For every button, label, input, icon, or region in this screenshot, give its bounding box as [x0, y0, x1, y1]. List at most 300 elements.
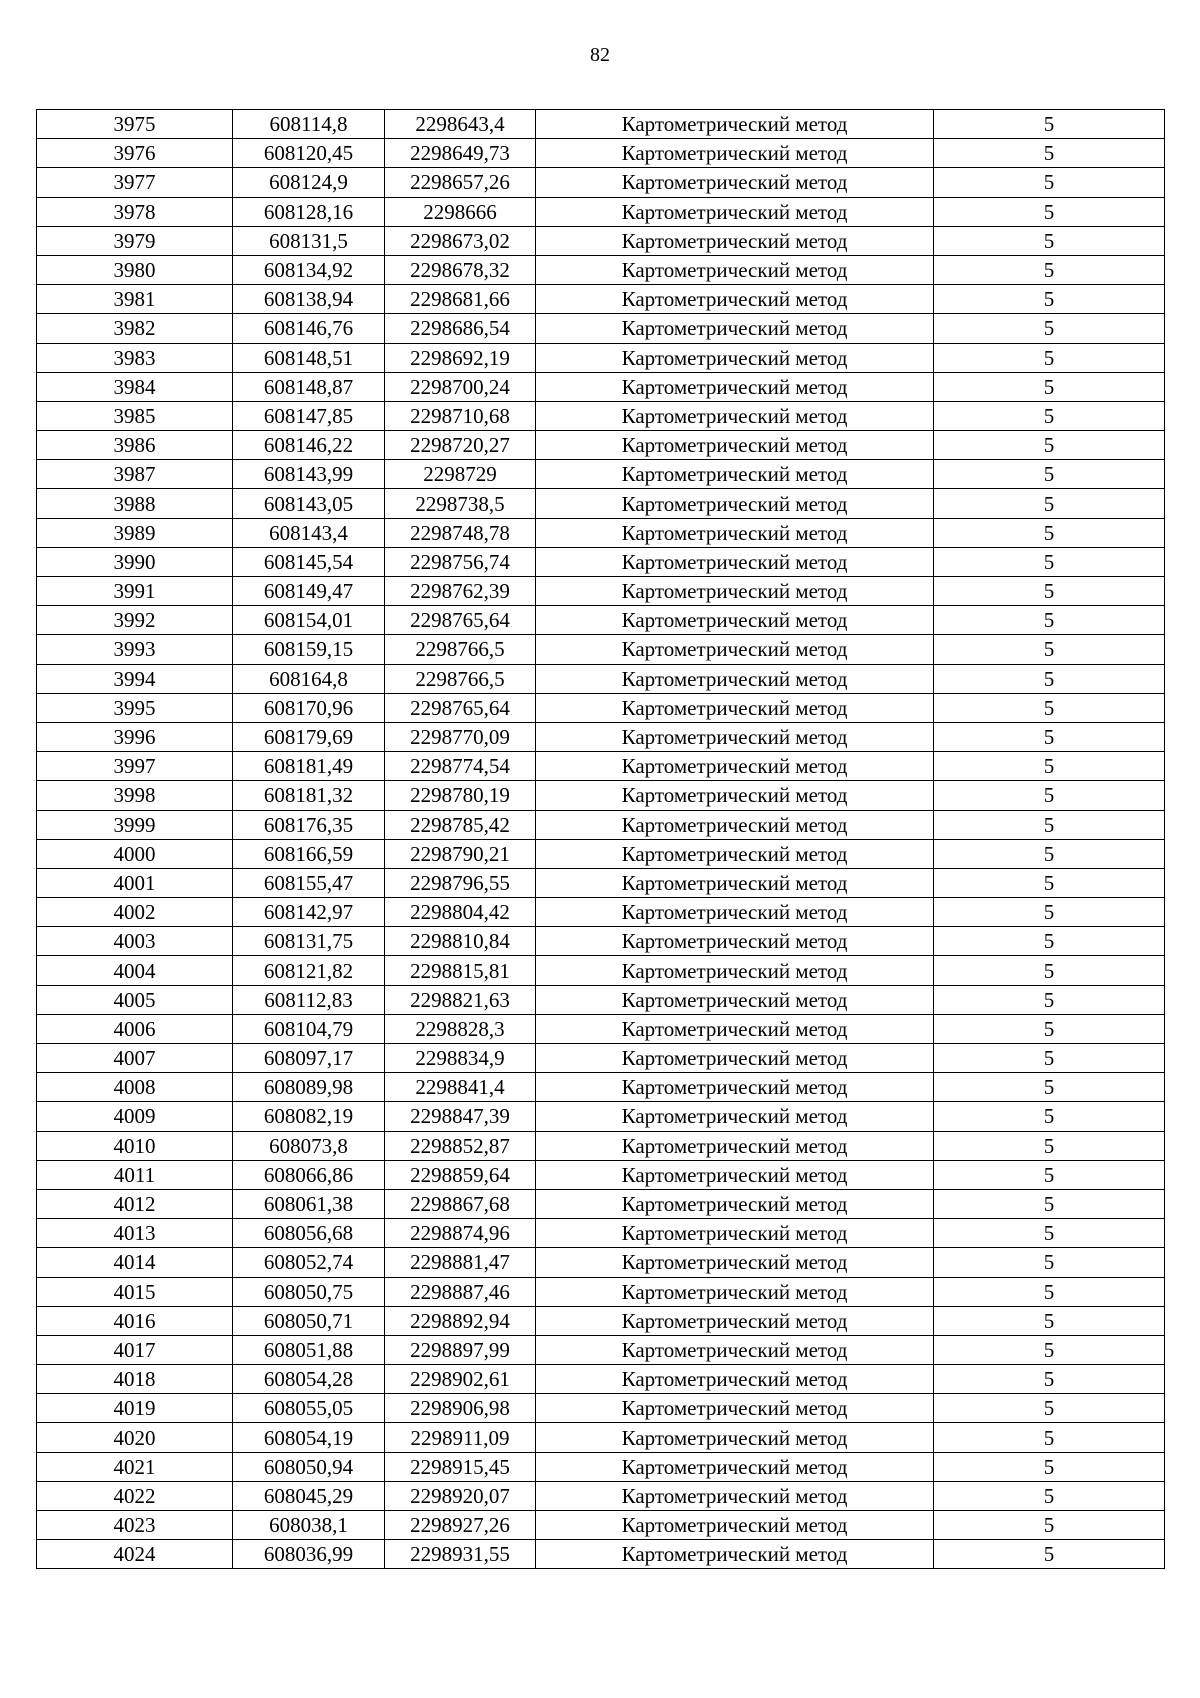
accuracy-cell: 5: [934, 577, 1165, 606]
table-row: [37, 1189, 1165, 1218]
accuracy-cell: 5: [934, 664, 1165, 693]
x-coordinate-cell: 608131,5: [233, 226, 385, 255]
point-number-cell: 3984: [37, 372, 233, 401]
y-coordinate-cell: 2298887,46: [385, 1277, 536, 1306]
y-coordinate-cell: 2298766,5: [385, 635, 536, 664]
table-row: [37, 226, 1165, 255]
point-number-cell: 3986: [37, 431, 233, 460]
x-coordinate-cell: 608050,94: [233, 1452, 385, 1481]
y-coordinate-cell: 2298906,98: [385, 1394, 536, 1423]
method-cell: Картометрический метод: [536, 460, 934, 489]
table-row: [37, 985, 1165, 1014]
point-number-cell: 4019: [37, 1394, 233, 1423]
x-coordinate-cell: 608145,54: [233, 547, 385, 576]
method-cell: Картометрический метод: [536, 1277, 934, 1306]
point-number-cell: 4004: [37, 956, 233, 985]
point-number-cell: 3985: [37, 401, 233, 430]
point-number-cell: 4002: [37, 898, 233, 927]
table-row: [37, 693, 1165, 722]
accuracy-cell: 5: [934, 489, 1165, 518]
y-coordinate-cell: 2298692,19: [385, 343, 536, 372]
accuracy-cell: 5: [934, 460, 1165, 489]
x-coordinate-cell: 608120,45: [233, 139, 385, 168]
x-coordinate-cell: 608045,29: [233, 1481, 385, 1510]
point-number-cell: 3994: [37, 664, 233, 693]
accuracy-cell: 5: [934, 1394, 1165, 1423]
page-number: 82: [590, 44, 610, 66]
table-row: [37, 1044, 1165, 1073]
x-coordinate-cell: 608089,98: [233, 1073, 385, 1102]
y-coordinate-cell: 2298780,19: [385, 781, 536, 810]
method-cell: Картометрический метод: [536, 1394, 934, 1423]
method-cell: Картометрический метод: [536, 1189, 934, 1218]
point-number-cell: 4003: [37, 927, 233, 956]
table-row: [37, 839, 1165, 868]
y-coordinate-cell: 2298765,64: [385, 693, 536, 722]
y-coordinate-cell: 2298841,4: [385, 1073, 536, 1102]
accuracy-cell: 5: [934, 1131, 1165, 1160]
x-coordinate-cell: 608066,86: [233, 1160, 385, 1189]
point-number-cell: 3991: [37, 577, 233, 606]
x-coordinate-cell: 608155,47: [233, 868, 385, 897]
x-coordinate-cell: 608159,15: [233, 635, 385, 664]
table-row: [37, 1394, 1165, 1423]
y-coordinate-cell: 2298915,45: [385, 1452, 536, 1481]
accuracy-cell: 5: [934, 226, 1165, 255]
x-coordinate-cell: 608124,9: [233, 168, 385, 197]
point-number-cell: 4024: [37, 1540, 233, 1569]
coordinates-table: [36, 109, 1165, 1569]
accuracy-cell: 5: [934, 927, 1165, 956]
point-number-cell: 4015: [37, 1277, 233, 1306]
y-coordinate-cell: 2298756,74: [385, 547, 536, 576]
x-coordinate-cell: 608181,49: [233, 752, 385, 781]
accuracy-cell: 5: [934, 898, 1165, 927]
y-coordinate-cell: 2298796,55: [385, 868, 536, 897]
accuracy-cell: 5: [934, 1248, 1165, 1277]
y-coordinate-cell: 2298815,81: [385, 956, 536, 985]
accuracy-cell: 5: [934, 722, 1165, 751]
method-cell: Картометрический метод: [536, 1540, 934, 1569]
table-row: [37, 1306, 1165, 1335]
table-row: [37, 314, 1165, 343]
table-row: [37, 518, 1165, 547]
y-coordinate-cell: 2298720,27: [385, 431, 536, 460]
table-row: [37, 197, 1165, 226]
method-cell: Картометрический метод: [536, 285, 934, 314]
method-cell: Картометрический метод: [536, 168, 934, 197]
y-coordinate-cell: 2298681,66: [385, 285, 536, 314]
point-number-cell: 3983: [37, 343, 233, 372]
method-cell: Картометрический метод: [536, 1481, 934, 1510]
point-number-cell: 3982: [37, 314, 233, 343]
method-cell: Картометрический метод: [536, 110, 934, 139]
x-coordinate-cell: 608128,16: [233, 197, 385, 226]
point-number-cell: 3977: [37, 168, 233, 197]
method-cell: Картометрический метод: [536, 606, 934, 635]
x-coordinate-cell: 608170,96: [233, 693, 385, 722]
method-cell: Картометрический метод: [536, 431, 934, 460]
y-coordinate-cell: 2298892,94: [385, 1306, 536, 1335]
method-cell: Картометрический метод: [536, 693, 934, 722]
accuracy-cell: 5: [934, 518, 1165, 547]
accuracy-cell: 5: [934, 1277, 1165, 1306]
accuracy-cell: 5: [934, 431, 1165, 460]
point-number-cell: 4006: [37, 1014, 233, 1043]
method-cell: Картометрический метод: [536, 343, 934, 372]
point-number-cell: 4007: [37, 1044, 233, 1073]
y-coordinate-cell: 2298897,99: [385, 1335, 536, 1364]
accuracy-cell: 5: [934, 168, 1165, 197]
x-coordinate-cell: 608143,05: [233, 489, 385, 518]
table-row: [37, 635, 1165, 664]
method-cell: Картометрический метод: [536, 489, 934, 518]
method-cell: Картометрический метод: [536, 810, 934, 839]
accuracy-cell: 5: [934, 839, 1165, 868]
table-row: [37, 1481, 1165, 1510]
table-row: [37, 1540, 1165, 1569]
accuracy-cell: 5: [934, 1044, 1165, 1073]
x-coordinate-cell: 608142,97: [233, 898, 385, 927]
method-cell: Картометрический метод: [536, 1131, 934, 1160]
point-number-cell: 3990: [37, 547, 233, 576]
y-coordinate-cell: 2298931,55: [385, 1540, 536, 1569]
point-number-cell: 3988: [37, 489, 233, 518]
point-number-cell: 4023: [37, 1511, 233, 1540]
y-coordinate-cell: 2298874,96: [385, 1219, 536, 1248]
accuracy-cell: 5: [934, 197, 1165, 226]
x-coordinate-cell: 608143,99: [233, 460, 385, 489]
accuracy-cell: 5: [934, 1481, 1165, 1510]
x-coordinate-cell: 608134,92: [233, 255, 385, 284]
accuracy-cell: 5: [934, 693, 1165, 722]
point-number-cell: 4022: [37, 1481, 233, 1510]
y-coordinate-cell: 2298686,54: [385, 314, 536, 343]
method-cell: Картометрический метод: [536, 1511, 934, 1540]
point-number-cell: 3995: [37, 693, 233, 722]
point-number-cell: 4016: [37, 1306, 233, 1335]
x-coordinate-cell: 608073,8: [233, 1131, 385, 1160]
x-coordinate-cell: 608143,4: [233, 518, 385, 547]
accuracy-cell: 5: [934, 1189, 1165, 1218]
y-coordinate-cell: 2298774,54: [385, 752, 536, 781]
y-coordinate-cell: 2298810,84: [385, 927, 536, 956]
method-cell: Картометрический метод: [536, 635, 934, 664]
table-row: [37, 343, 1165, 372]
table-row: [37, 1511, 1165, 1540]
method-cell: Картометрический метод: [536, 401, 934, 430]
table-row: [37, 168, 1165, 197]
y-coordinate-cell: 2298867,68: [385, 1189, 536, 1218]
x-coordinate-cell: 608114,8: [233, 110, 385, 139]
y-coordinate-cell: 2298790,21: [385, 839, 536, 868]
point-number-cell: 3989: [37, 518, 233, 547]
x-coordinate-cell: 608146,22: [233, 431, 385, 460]
method-cell: Картометрический метод: [536, 372, 934, 401]
method-cell: Картометрический метод: [536, 1219, 934, 1248]
point-number-cell: 3980: [37, 255, 233, 284]
y-coordinate-cell: 2298785,42: [385, 810, 536, 839]
method-cell: Картометрический метод: [536, 226, 934, 255]
method-cell: Картометрический метод: [536, 255, 934, 284]
y-coordinate-cell: 2298649,73: [385, 139, 536, 168]
point-number-cell: 3992: [37, 606, 233, 635]
point-number-cell: 4010: [37, 1131, 233, 1160]
accuracy-cell: 5: [934, 810, 1165, 839]
point-number-cell: 3978: [37, 197, 233, 226]
y-coordinate-cell: 2298666: [385, 197, 536, 226]
accuracy-cell: 5: [934, 372, 1165, 401]
accuracy-cell: 5: [934, 1014, 1165, 1043]
method-cell: Картометрический метод: [536, 547, 934, 576]
point-number-cell: 4014: [37, 1248, 233, 1277]
table-row: [37, 781, 1165, 810]
table-row: [37, 1102, 1165, 1131]
accuracy-cell: 5: [934, 139, 1165, 168]
x-coordinate-cell: 608131,75: [233, 927, 385, 956]
method-cell: Картометрический метод: [536, 722, 934, 751]
accuracy-cell: 5: [934, 635, 1165, 664]
y-coordinate-cell: 2298834,9: [385, 1044, 536, 1073]
accuracy-cell: 5: [934, 1160, 1165, 1189]
method-cell: Картометрический метод: [536, 664, 934, 693]
method-cell: Картометрический метод: [536, 1160, 934, 1189]
table-row: [37, 1073, 1165, 1102]
accuracy-cell: 5: [934, 1540, 1165, 1569]
method-cell: Картометрический метод: [536, 1014, 934, 1043]
accuracy-cell: 5: [934, 1102, 1165, 1131]
table-row: [37, 1277, 1165, 1306]
method-cell: Картометрический метод: [536, 314, 934, 343]
accuracy-cell: 5: [934, 606, 1165, 635]
method-cell: Картометрический метод: [536, 752, 934, 781]
y-coordinate-cell: 2298700,24: [385, 372, 536, 401]
point-number-cell: 3987: [37, 460, 233, 489]
x-coordinate-cell: 608052,74: [233, 1248, 385, 1277]
accuracy-cell: 5: [934, 752, 1165, 781]
y-coordinate-cell: 2298770,09: [385, 722, 536, 751]
y-coordinate-cell: 2298927,26: [385, 1511, 536, 1540]
x-coordinate-cell: 608179,69: [233, 722, 385, 751]
x-coordinate-cell: 608054,19: [233, 1423, 385, 1452]
method-cell: Картометрический метод: [536, 1306, 934, 1335]
x-coordinate-cell: 608121,82: [233, 956, 385, 985]
y-coordinate-cell: 2298766,5: [385, 664, 536, 693]
point-number-cell: 3996: [37, 722, 233, 751]
y-coordinate-cell: 2298762,39: [385, 577, 536, 606]
x-coordinate-cell: 608149,47: [233, 577, 385, 606]
table-row: [37, 577, 1165, 606]
y-coordinate-cell: 2298920,07: [385, 1481, 536, 1510]
table-row: [37, 898, 1165, 927]
method-cell: Картометрический метод: [536, 1452, 934, 1481]
point-number-cell: 4000: [37, 839, 233, 868]
table-row: [37, 664, 1165, 693]
table-row: [37, 1219, 1165, 1248]
method-cell: Картометрический метод: [536, 956, 934, 985]
table-row: [37, 1160, 1165, 1189]
x-coordinate-cell: 608138,94: [233, 285, 385, 314]
x-coordinate-cell: 608050,75: [233, 1277, 385, 1306]
y-coordinate-cell: 2298710,68: [385, 401, 536, 430]
accuracy-cell: 5: [934, 781, 1165, 810]
x-coordinate-cell: 608148,87: [233, 372, 385, 401]
table-row: [37, 1423, 1165, 1452]
accuracy-cell: 5: [934, 285, 1165, 314]
table-row: [37, 752, 1165, 781]
point-number-cell: 4018: [37, 1365, 233, 1394]
y-coordinate-cell: 2298673,02: [385, 226, 536, 255]
point-number-cell: 4017: [37, 1335, 233, 1364]
y-coordinate-cell: 2298881,47: [385, 1248, 536, 1277]
method-cell: Картометрический метод: [536, 1335, 934, 1364]
accuracy-cell: 5: [934, 255, 1165, 284]
point-number-cell: 3975: [37, 110, 233, 139]
table-row: [37, 1452, 1165, 1481]
point-number-cell: 4020: [37, 1423, 233, 1452]
table-row: [37, 489, 1165, 518]
table-row: [37, 110, 1165, 139]
method-cell: Картометрический метод: [536, 781, 934, 810]
accuracy-cell: 5: [934, 401, 1165, 430]
y-coordinate-cell: 2298852,87: [385, 1131, 536, 1160]
point-number-cell: 4021: [37, 1452, 233, 1481]
accuracy-cell: 5: [934, 985, 1165, 1014]
table-row: [37, 956, 1165, 985]
point-number-cell: 3993: [37, 635, 233, 664]
point-number-cell: 3976: [37, 139, 233, 168]
x-coordinate-cell: 608082,19: [233, 1102, 385, 1131]
x-coordinate-cell: 608050,71: [233, 1306, 385, 1335]
method-cell: Картометрический метод: [536, 577, 934, 606]
x-coordinate-cell: 608176,35: [233, 810, 385, 839]
table-row: [37, 606, 1165, 635]
y-coordinate-cell: 2298902,61: [385, 1365, 536, 1394]
table-row: [37, 139, 1165, 168]
table-row: [37, 285, 1165, 314]
table-row: [37, 868, 1165, 897]
y-coordinate-cell: 2298821,63: [385, 985, 536, 1014]
table-row: [37, 1248, 1165, 1277]
x-coordinate-cell: 608036,99: [233, 1540, 385, 1569]
x-coordinate-cell: 608147,85: [233, 401, 385, 430]
accuracy-cell: 5: [934, 343, 1165, 372]
y-coordinate-cell: 2298911,09: [385, 1423, 536, 1452]
x-coordinate-cell: 608148,51: [233, 343, 385, 372]
table-row: [37, 1335, 1165, 1364]
point-number-cell: 3997: [37, 752, 233, 781]
accuracy-cell: 5: [934, 1423, 1165, 1452]
point-number-cell: 4011: [37, 1160, 233, 1189]
y-coordinate-cell: 2298847,39: [385, 1102, 536, 1131]
method-cell: Картометрический метод: [536, 1102, 934, 1131]
accuracy-cell: 5: [934, 1335, 1165, 1364]
method-cell: Картометрический метод: [536, 1044, 934, 1073]
point-number-cell: 4008: [37, 1073, 233, 1102]
y-coordinate-cell: 2298643,4: [385, 110, 536, 139]
method-cell: Картометрический метод: [536, 985, 934, 1014]
method-cell: Картометрический метод: [536, 1073, 934, 1102]
table-row: [37, 722, 1165, 751]
method-cell: Картометрический метод: [536, 839, 934, 868]
table-row: [37, 255, 1165, 284]
accuracy-cell: 5: [934, 110, 1165, 139]
accuracy-cell: 5: [934, 314, 1165, 343]
y-coordinate-cell: 2298738,5: [385, 489, 536, 518]
x-coordinate-cell: 608051,88: [233, 1335, 385, 1364]
table-row: [37, 1014, 1165, 1043]
method-cell: Картометрический метод: [536, 197, 934, 226]
method-cell: Картометрический метод: [536, 927, 934, 956]
point-number-cell: 4001: [37, 868, 233, 897]
y-coordinate-cell: 2298748,78: [385, 518, 536, 547]
x-coordinate-cell: 608038,1: [233, 1511, 385, 1540]
x-coordinate-cell: 608112,83: [233, 985, 385, 1014]
x-coordinate-cell: 608054,28: [233, 1365, 385, 1394]
table-row: [37, 927, 1165, 956]
x-coordinate-cell: 608164,8: [233, 664, 385, 693]
table-row: [37, 401, 1165, 430]
method-cell: Картометрический метод: [536, 1248, 934, 1277]
y-coordinate-cell: 2298804,42: [385, 898, 536, 927]
x-coordinate-cell: 608056,68: [233, 1219, 385, 1248]
method-cell: Картометрический метод: [536, 868, 934, 897]
x-coordinate-cell: 608181,32: [233, 781, 385, 810]
table-row: [37, 372, 1165, 401]
y-coordinate-cell: 2298678,32: [385, 255, 536, 284]
point-number-cell: 4005: [37, 985, 233, 1014]
y-coordinate-cell: 2298859,64: [385, 1160, 536, 1189]
y-coordinate-cell: 2298828,3: [385, 1014, 536, 1043]
x-coordinate-cell: 608166,59: [233, 839, 385, 868]
accuracy-cell: 5: [934, 956, 1165, 985]
x-coordinate-cell: 608097,17: [233, 1044, 385, 1073]
coordinates-table-body: [37, 110, 1165, 1569]
x-coordinate-cell: 608061,38: [233, 1189, 385, 1218]
method-cell: Картометрический метод: [536, 1365, 934, 1394]
x-coordinate-cell: 608154,01: [233, 606, 385, 635]
point-number-cell: 3998: [37, 781, 233, 810]
accuracy-cell: 5: [934, 1073, 1165, 1102]
table-row: [37, 547, 1165, 576]
table-row: [37, 1131, 1165, 1160]
table-row: [37, 460, 1165, 489]
method-cell: Картометрический метод: [536, 518, 934, 547]
x-coordinate-cell: 608055,05: [233, 1394, 385, 1423]
point-number-cell: 4012: [37, 1189, 233, 1218]
table-row: [37, 810, 1165, 839]
y-coordinate-cell: 2298765,64: [385, 606, 536, 635]
accuracy-cell: 5: [934, 547, 1165, 576]
accuracy-cell: 5: [934, 1511, 1165, 1540]
accuracy-cell: 5: [934, 1452, 1165, 1481]
point-number-cell: 3979: [37, 226, 233, 255]
accuracy-cell: 5: [934, 1365, 1165, 1394]
y-coordinate-cell: 2298729: [385, 460, 536, 489]
method-cell: Картометрический метод: [536, 1423, 934, 1452]
x-coordinate-cell: 608146,76: [233, 314, 385, 343]
point-number-cell: 4009: [37, 1102, 233, 1131]
method-cell: Картометрический метод: [536, 898, 934, 927]
point-number-cell: 3999: [37, 810, 233, 839]
accuracy-cell: 5: [934, 1306, 1165, 1335]
table-row: [37, 1365, 1165, 1394]
point-number-cell: 4013: [37, 1219, 233, 1248]
point-number-cell: 3981: [37, 285, 233, 314]
y-coordinate-cell: 2298657,26: [385, 168, 536, 197]
table-row: [37, 431, 1165, 460]
x-coordinate-cell: 608104,79: [233, 1014, 385, 1043]
